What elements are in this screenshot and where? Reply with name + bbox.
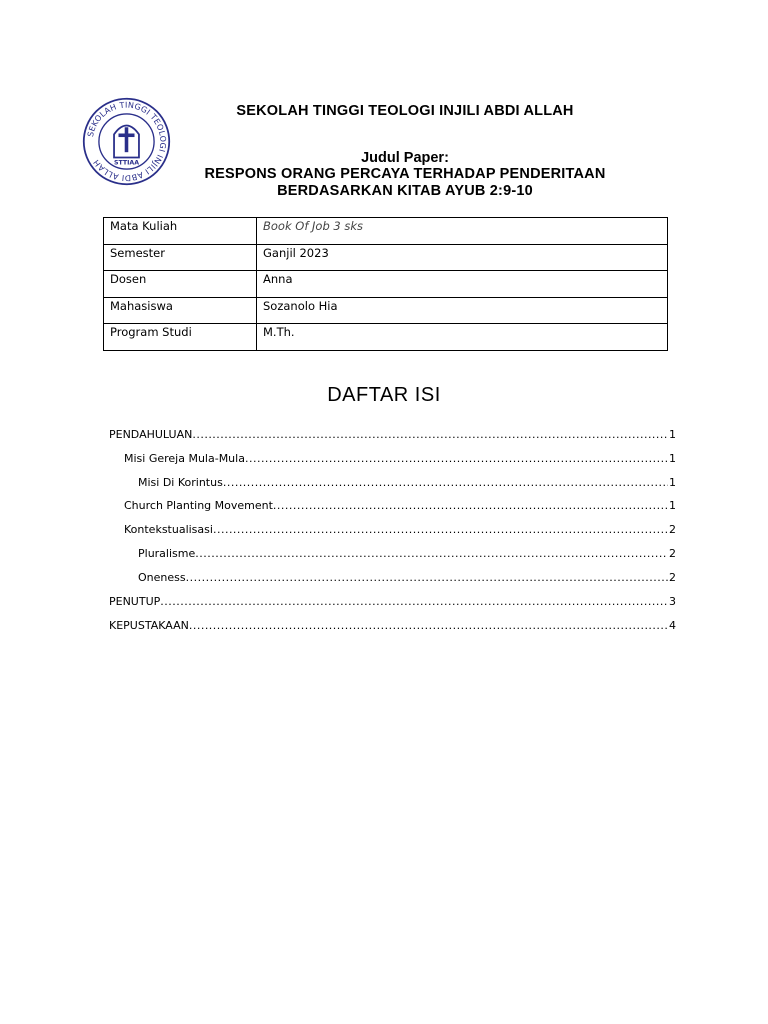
toc-entry[interactable]: [138, 476, 676, 492]
toc-entry[interactable]: [138, 571, 676, 587]
info-value: Ganjil 2023: [257, 244, 668, 271]
table-row: [104, 244, 668, 271]
toc-entry-page: 2: [669, 523, 676, 536]
toc-heading: DAFTAR ISI: [327, 384, 441, 406]
toc-entry-page: 1: [669, 452, 676, 465]
table-row: [104, 271, 668, 298]
logo-ring-text: SEKOLAH TINGGI TEOLOGI INJILI ABDI ALLAH: [85, 100, 168, 183]
toc-entry-label: Misi Gereja Mula-Mula: [124, 452, 245, 465]
toc-entry-label: PENDAHULUAN: [109, 428, 193, 441]
info-key: Mata Kuliah: [104, 218, 257, 245]
info-value: Sozanolo Hia: [257, 297, 668, 324]
info-value: Anna: [257, 271, 668, 298]
toc-leader-dots: [189, 619, 668, 632]
toc-entry-page: 1: [669, 476, 676, 489]
toc-entry-label: Pluralisme: [138, 547, 196, 560]
toc-leader-dots: [186, 571, 668, 584]
toc-entry-page: 1: [669, 428, 676, 441]
toc-entry[interactable]: [124, 523, 676, 539]
info-key: Program Studi: [104, 324, 257, 351]
school-name: SEKOLAH TINGGI TEOLOGI INJILI ABDI ALLAH: [236, 103, 574, 119]
toc-leader-dots: [195, 547, 668, 560]
toc-entry-label: PENUTUP: [109, 595, 161, 608]
toc-entry[interactable]: [138, 547, 676, 563]
toc-entry-page: 1: [669, 499, 676, 512]
toc-entry[interactable]: [124, 499, 676, 515]
toc-leader-dots: [213, 523, 668, 536]
toc-entry[interactable]: [109, 595, 676, 611]
toc-leader-dots: [245, 452, 668, 465]
toc-leader-dots: [192, 428, 668, 441]
info-key: Mahasiswa: [104, 297, 257, 324]
paper-title-line2: BERDASARKAN KITAB AYUB 2:9-10: [277, 183, 533, 199]
table-row: [104, 324, 668, 351]
toc-entry-label: KEPUSTAKAAN: [109, 619, 189, 632]
paper-label: Judul Paper:: [361, 150, 449, 166]
table-row: [104, 218, 668, 245]
logo-abbr: STTIAA: [113, 159, 140, 167]
info-key: Semester: [104, 244, 257, 271]
course-info-table: [103, 217, 668, 351]
toc-entry-label: Kontekstualisasi: [124, 523, 213, 536]
toc-entry-page: 2: [669, 571, 676, 584]
info-value: M.Th.: [257, 324, 668, 351]
toc-entry-page: 3: [669, 595, 676, 608]
toc-leader-dots: [160, 595, 668, 608]
toc-entry-label: Oneness: [138, 571, 186, 584]
toc-entry-page: 2: [669, 547, 676, 560]
toc-entry[interactable]: [124, 452, 676, 468]
toc-entry[interactable]: [109, 428, 676, 444]
info-key: Dosen: [104, 271, 257, 298]
toc-entry-label: Church Planting Movement: [124, 499, 273, 512]
info-value: Book Of Job 3 sks: [257, 218, 668, 245]
toc-leader-dots: [223, 476, 668, 489]
table-row: [104, 297, 668, 324]
toc-entry-page: 4: [669, 619, 676, 632]
toc-leader-dots: [273, 499, 668, 512]
toc-entry[interactable]: [109, 619, 676, 635]
paper-title-line1: RESPONS ORANG PERCAYA TERHADAP PENDERITAAN: [204, 166, 606, 182]
toc-entry-label: Misi Di Korintus: [138, 476, 223, 489]
